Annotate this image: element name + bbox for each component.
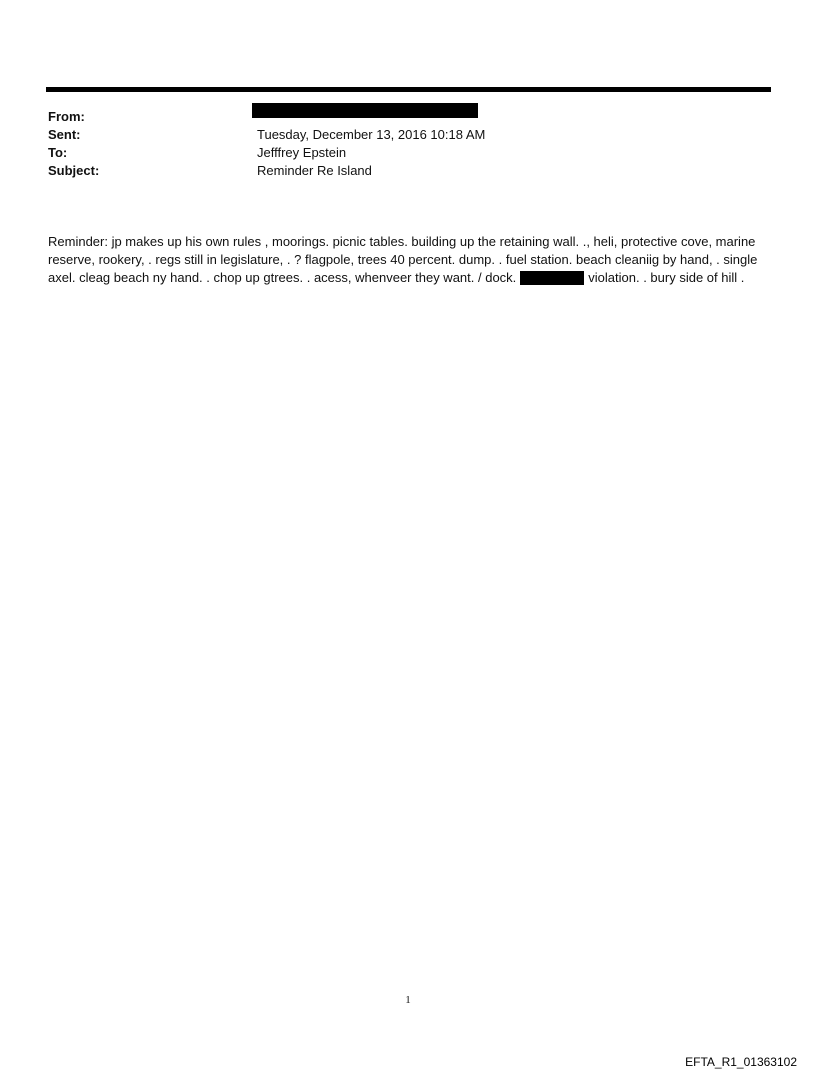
subject-value: Reminder Re Island [257,163,372,178]
sent-label: Sent: [48,127,81,142]
document-id: EFTA_R1_01363102 [685,1055,797,1069]
to-label: To: [48,145,68,160]
body-text-part-1: Reminder: jp makes up his own rules , moorings. picnic tables. building up the retaining wall. ., heli, protective cove, marine reserve, rookery, . regs still in legislature, . ? flagpole, trees 40 percent. dump. . fuel station. beach cleaniig by hand, . single axel. cleag beach ny hand. . chop up gtrees. . acess, whenveer they want. / dock. [48,234,758,285]
email-header [48,108,768,180]
from-label: From: [48,109,85,124]
subject-label: Subject: [48,163,100,178]
page-number: 1 [405,994,411,1006]
email-body [48,233,768,287]
header-divider [46,87,771,92]
body-text-part-2: violation. . bury side of hill . [588,270,745,285]
to-value: Jefffrey Epstein [257,145,347,160]
from-row [48,108,768,126]
body-redaction [520,271,584,285]
to-row [48,144,768,162]
sent-row [48,126,768,144]
subject-row [48,162,768,180]
sent-value: Tuesday, December 13, 2016 10:18 AM [257,127,486,142]
from-redaction [252,103,478,118]
